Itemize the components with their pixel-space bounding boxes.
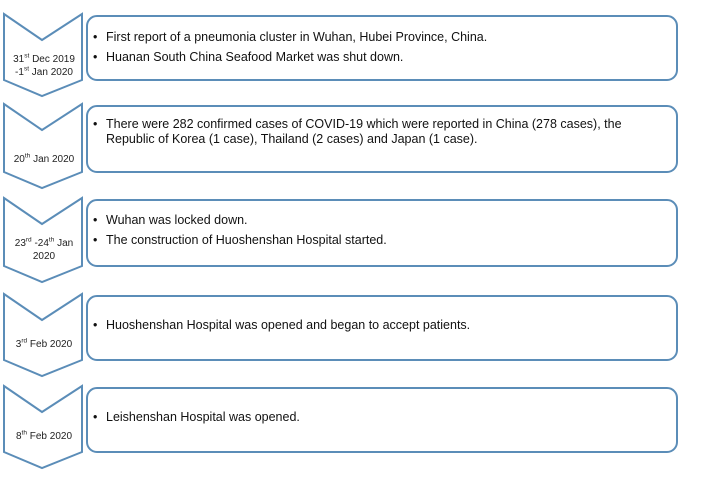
event-description (92, 318, 662, 338)
event-bullet: • Leishenshan Hospital was opened. (92, 410, 662, 425)
event-description (92, 117, 662, 152)
event-date: 31st Dec 2019 -1st Jan 2020 (13, 52, 75, 78)
event-date: 8th Feb 2020 (15, 429, 73, 442)
event-description (92, 410, 662, 430)
timeline-chevron (4, 104, 82, 188)
event-bullet: • Wuhan was locked down. (92, 213, 662, 228)
event-bullet: • First report of a pneumonia cluster in Wuhan, Hubei Province, China. (92, 30, 662, 45)
event-description (92, 30, 662, 70)
event-bullet: • Huoshenshan Hospital was opened and began to accept patients. (92, 318, 662, 333)
event-date: 20th Jan 2020 (13, 152, 75, 165)
event-date: 23rd -24th Jan 2020 (14, 236, 74, 262)
event-bullet: • Huanan South China Seafood Market was shut down. (92, 50, 662, 65)
event-description (92, 213, 662, 253)
event-bullet: • There were 282 confirmed cases of COVID-19 which were reported in China (278 cases), the Republic of Korea (1 case), Thailand (2 cases) and Japan (1 case). (92, 117, 662, 147)
event-bullet: • The construction of Huoshenshan Hospital started. (92, 233, 662, 248)
timeline-chevron (4, 386, 82, 468)
event-date: 3rd Feb 2020 (15, 337, 73, 350)
timeline-chevron (4, 294, 82, 376)
